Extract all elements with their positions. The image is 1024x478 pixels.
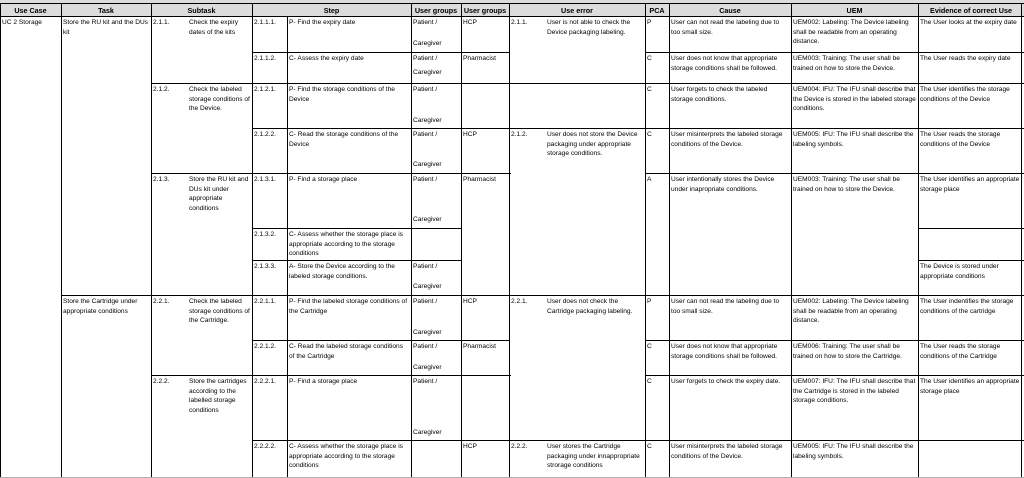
step-group-2: Pharmacist (463, 176, 496, 183)
header-cause: Cause (719, 6, 741, 15)
grid-line (287, 16, 288, 478)
step-num: 2.1.1.1. (254, 19, 276, 26)
pca-cell: C (647, 131, 652, 138)
grid-line (252, 340, 509, 341)
step-num: 2.2.2.1. (254, 378, 276, 385)
uem-cell: UEM003: Training: The user shall be trained on how to store the Device. (793, 176, 900, 193)
step-group-caregiver: Caregiver (413, 216, 442, 223)
pca-cell: A (647, 176, 652, 183)
uem-cell: UEM006: Training: The user shall be trained on how to store the Cartridge. (793, 343, 902, 360)
evidence-cell: The User looks at the expiry date (920, 19, 1017, 26)
subtask-text: Store the cartridges according to the labelled storage conditions (189, 378, 247, 414)
step-num: 2.1.2.2. (254, 131, 276, 138)
step-num: 2.1.3.1. (254, 176, 276, 183)
step-group-caregiver: Caregiver (413, 40, 442, 47)
use-error-num: 2.2.1. (511, 298, 528, 305)
grid-line (252, 440, 645, 441)
step-num: 2.1.3.2. (254, 231, 276, 238)
step-group-2: HCP (463, 131, 477, 138)
pca-cell: C (647, 443, 652, 450)
subtask-num: 2.1.2. (153, 86, 170, 93)
grid-line (61, 3, 62, 478)
pca-cell: C (647, 55, 652, 62)
step-text: P- Find a storage place (289, 176, 358, 183)
step-group-patient: Patient / (413, 298, 438, 305)
subtask-text: Check the labeled storage conditions of the Device. (189, 86, 250, 113)
step-group-2: HCP (463, 298, 477, 305)
evidence-cell: The User identifies an appropriate storage place (920, 378, 1020, 395)
evidence-cell: The User reads the storage conditions of the Cartridge (920, 343, 1001, 360)
header-pca: PCA (649, 6, 665, 15)
use-error-num: 2.2.2. (511, 443, 528, 450)
grid-line (645, 3, 646, 478)
grid-line (645, 52, 1024, 53)
step-text: C- Read the storage conditions of the Device (289, 131, 399, 148)
subtask-num: 2.1.1. (153, 19, 170, 26)
cause-cell: User forgets to check the labeled storage conditions. (671, 86, 768, 103)
step-group-patient: Patient / (413, 176, 438, 183)
uem-cell: UEM002: Labeling: The Device labeling shall be readable from an operating distance. (793, 298, 909, 325)
grid-line (411, 3, 412, 478)
use-error-text: User stores the Cartridge packaging under innappropriate strorage conditions (547, 443, 640, 470)
evidence-cell: The User indentifies the storage conditions of the cartridge (920, 298, 1014, 315)
subtask-text: Check the labeled storage conditions of the Cartridge. (189, 298, 250, 325)
grid-line (252, 3, 253, 478)
cause-cell: User does not know that appropriate storage conditions shall be followed. (671, 343, 778, 360)
grid-line (252, 260, 461, 261)
step-group-patient: Patient / (413, 55, 438, 62)
grid-line (252, 52, 509, 53)
grid-line (645, 440, 1024, 441)
step-num: 2.1.3.3. (254, 263, 276, 270)
grid-line (645, 173, 1024, 174)
step-text: C- Assess the expiry date (289, 55, 364, 62)
grid-line (918, 260, 1024, 261)
header-user-groups-2: User groups (463, 6, 507, 15)
grid-line (791, 3, 792, 478)
header-use-error: Use error (561, 6, 593, 15)
use-case-cell: UC 2 Storage (2, 19, 42, 26)
grid-line (645, 128, 1024, 129)
header-evidence: Evidence of correct Use (930, 6, 1012, 15)
uem-cell: UEM005: IFU: The IFU shall describe the labeling symbols. (793, 131, 914, 148)
step-text: P- Find the storage conditions of the Device (289, 86, 395, 103)
pca-cell: P (647, 19, 652, 26)
header-step: Step (323, 6, 340, 15)
step-group-2: Pharmacist (463, 343, 496, 350)
subtask-num: 2.1.3. (153, 176, 170, 183)
step-text: P- Find the labeled storage conditions of the Cartridge (289, 298, 408, 315)
grid-line (0, 16, 1024, 17)
step-group-patient: Patient / (413, 378, 438, 385)
grid-line (509, 3, 510, 478)
cause-cell: User can not read the labeling due to too small size. (671, 19, 780, 36)
step-group-caregiver: Caregiver (413, 329, 442, 336)
uem-cell: UEM004: IFU: The IFU shall describe that the Device is stored in the labeled storage conditions. (793, 86, 916, 113)
evidence-cell: The User reads the expiry date (920, 55, 1011, 62)
task-2: Store the Cartridge under appropriate conditions (63, 298, 138, 315)
grid-line (151, 3, 152, 478)
step-group-caregiver: Caregiver (413, 161, 442, 168)
grid-line (461, 3, 462, 478)
grid-line (61, 295, 1024, 296)
evidence-cell: The User identifies an appropriate storage place (920, 176, 1020, 193)
grid-line (645, 83, 1024, 84)
uem-cell: UEM002: Labeling: The Device labeling shall be readable from an operating distance. (793, 19, 909, 46)
step-group-2: Pharmacist (463, 55, 496, 62)
cause-cell: User does not know that appropriate storage conditions shall be followed. (671, 55, 778, 72)
step-text: P- Find a storage place (289, 378, 358, 385)
cause-cell: User can not read the labeling due to too small size. (671, 298, 780, 315)
grid-line (645, 340, 1024, 341)
evidence-cell: The User identifies the storage conditions of the Device (920, 86, 1010, 103)
grid-line (918, 228, 1024, 229)
step-group-patient: Patient / (413, 263, 438, 270)
step-group-caregiver: Caregiver (413, 283, 442, 290)
grid-line (0, 3, 1, 478)
cause-cell: User forgets to check the expiry date. (671, 378, 781, 385)
step-group-2: HCP (463, 443, 477, 450)
grid-line (645, 375, 1024, 376)
cause-cell: User intentionally stores the Device under inapropriate conditions. (671, 176, 775, 193)
step-num: 2.1.1.2. (254, 55, 276, 62)
step-num: 2.1.2.1. (254, 86, 276, 93)
grid-line (669, 3, 670, 478)
step-group-caregiver: Caregiver (413, 117, 442, 124)
step-group-patient: Patient / (413, 86, 438, 93)
grid-line (151, 83, 645, 84)
step-num: 2.2.2.2. (254, 443, 276, 450)
step-num: 2.2.1.1. (254, 298, 276, 305)
step-group-caregiver: Caregiver (413, 429, 442, 436)
step-text: P- Find the expiry date (289, 19, 356, 26)
step-group-caregiver: Caregiver (413, 364, 442, 371)
step-text: C- Assess whether the storage place is appropriate according to the storage conditions (289, 231, 403, 258)
cause-cell: User misinterprets the labeled storage conditions of the Device. (671, 131, 783, 148)
header-use-case: Use Case (14, 6, 47, 15)
step-text: A- Store the Device according to the labeled storage conditions. (289, 263, 395, 280)
subtask-text: Store the RU kit and DUs kit under appropriate conditions (189, 176, 249, 212)
pca-cell: C (647, 343, 652, 350)
use-error-num: 2.1.1. (511, 19, 528, 26)
uem-cell: UEM007: IFU: The IFU shall describe that the Cartridge is stored in the labeled storage conditions. (793, 378, 916, 405)
header-user-groups-1: User groups (414, 6, 458, 15)
step-text: C- Read the labeled storage conditions of the Cartridge (289, 343, 403, 360)
header-subtask: Subtask (187, 6, 216, 15)
step-group-patient: Patient / (413, 343, 438, 350)
subtask-num: 2.2.1. (153, 298, 170, 305)
evidence-cell: The Device is stored under appropriate conditions (920, 263, 999, 280)
evidence-cell: The User reads the storage conditions of the Device (920, 131, 1001, 148)
step-group-2: HCP (463, 19, 477, 26)
task-1: Store the RU kit and the DUs kit (63, 19, 149, 36)
subtask-num: 2.2.2. (153, 378, 170, 385)
use-error-text: User does not check the Cartridge packaging labeling. (547, 298, 633, 315)
grid-line (918, 3, 919, 478)
uem-cell: UEM005: IFU: The IFU shall describe the labeling symbols. (793, 443, 914, 460)
cause-cell: User misinterprets the labeled storage conditions of the Device. (671, 443, 783, 460)
grid-line (252, 128, 645, 129)
grid-line (1021, 3, 1022, 478)
header-task: Task (98, 6, 114, 15)
use-error-num: 2.1.2. (511, 131, 528, 138)
step-group-patient: Patient / (413, 19, 438, 26)
use-error-text: User does not store the Device packaging under appropriate storage conditions. (547, 131, 638, 158)
pca-cell: P (647, 298, 652, 305)
pca-cell: C (647, 86, 652, 93)
use-error-text: User is not able to check the Device packaging labeling. (547, 19, 631, 36)
step-text: C- Assess whether the storage place is appropriate according to the storage conditions (289, 443, 403, 470)
grid-line (252, 228, 461, 229)
pca-cell: C (647, 378, 652, 385)
grid-line (151, 173, 511, 174)
grid-line (0, 3, 1024, 4)
uem-cell: UEM003: Training: The user shall be trained on how to store the Device. (793, 55, 900, 72)
subtask-text: Check the expiry dates of the kits (189, 19, 239, 36)
step-group-patient: Patient / (413, 131, 438, 138)
header-uem: UEM (846, 6, 863, 15)
grid-line (151, 375, 511, 376)
step-group-caregiver: Caregiver (413, 69, 442, 76)
step-num: 2.2.1.2. (254, 343, 276, 350)
